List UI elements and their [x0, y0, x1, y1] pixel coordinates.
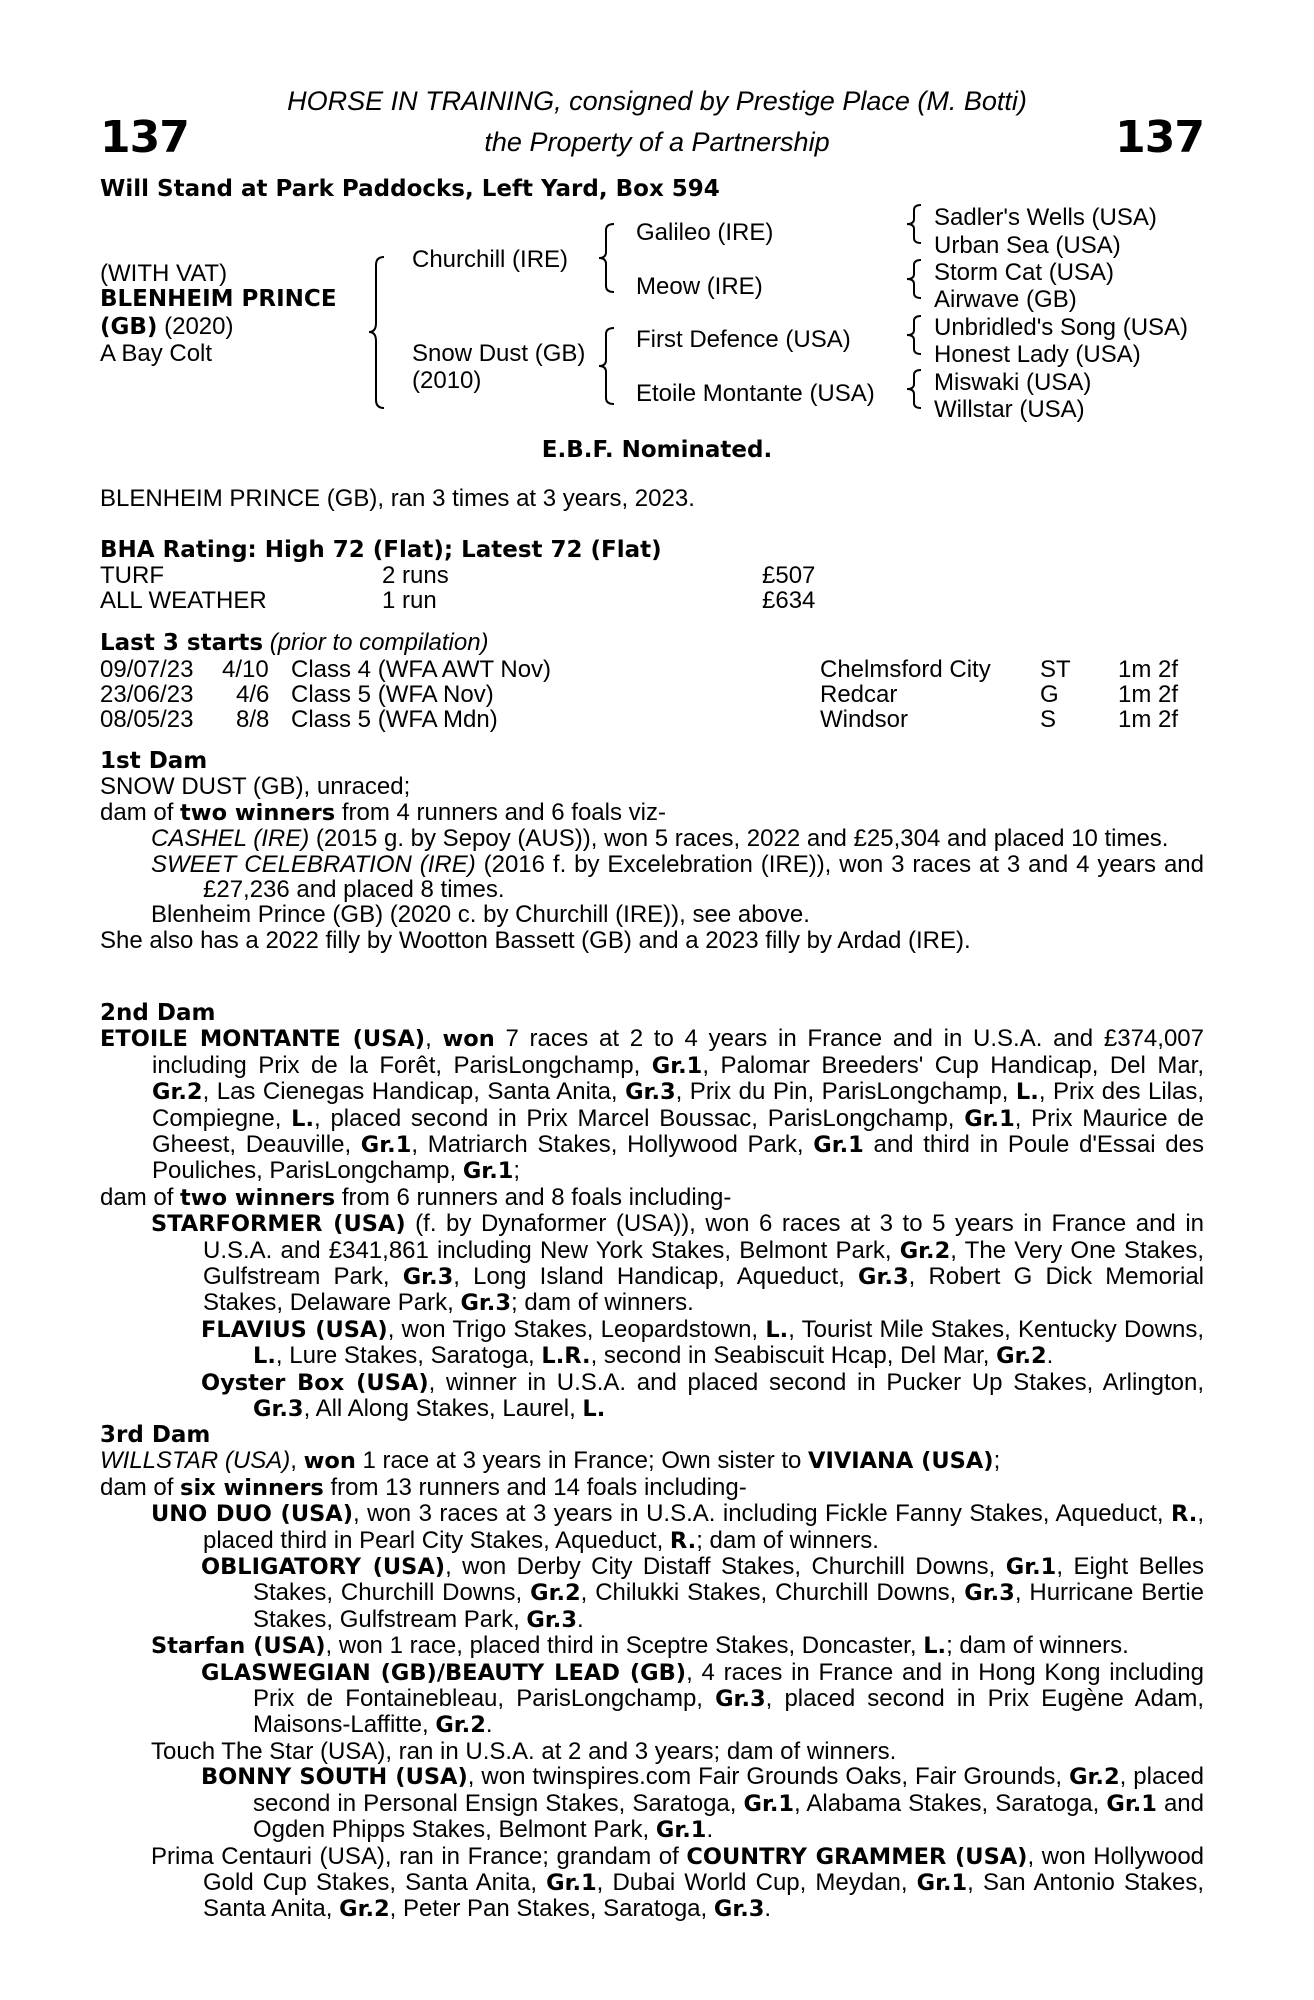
start-race: Class 5 (WFA Nov)	[291, 681, 494, 708]
pedigree-bracket-main	[368, 255, 388, 410]
start-course: Windsor	[820, 706, 909, 733]
second-dam-section	[100, 1001, 1204, 1423]
start-course: Redcar	[820, 681, 898, 708]
dam-year: (2010)	[412, 367, 482, 394]
first-dam-foal: SWEET CELEBRATION (IRE) (2016 f. by Excelebration (IRE)), won 3 races at 3 and 4 years and £27,236 and placed 8 times.	[151, 850, 1204, 904]
ancestor-7: Miswaki (USA)	[934, 369, 1092, 396]
start-position: 8/8	[236, 706, 270, 733]
start-race: Class 4 (WFA AWT Nov)	[291, 656, 552, 683]
rating-prize: £507	[762, 562, 816, 589]
rating-surface: TURF	[100, 562, 164, 589]
start-course: Chelmsford City	[820, 656, 991, 683]
third-dam-title: 3rd Dam	[100, 1422, 211, 1448]
third-dam-grandfoal: GLASWEGIAN (GB)/BEAUTY LEAD (GB), 4 races in France and in Hong Kong including Prix de Fontainebleau, ParisLongchamp, Gr.3, placed second in Prix Eugène Adam, Maisons-Laffitte, Gr.2.	[201, 1658, 1204, 1739]
ancestor-1: Sadler's Wells (USA)	[934, 204, 1157, 231]
start-position: 4/10	[222, 656, 269, 683]
horse-name: BLENHEIM PRINCE	[100, 286, 337, 312]
sire-sire-name: Galileo (IRE)	[636, 219, 774, 246]
second-dam-grandfoal: FLAVIUS (USA), won Trigo Stakes, Leopardstown, L., Tourist Mile Stakes, Kentucky Downs, L., Lure Stakes, Saratoga, L.R., second in Seabiscuit Hcap, Del Mar, Gr.2.	[201, 1315, 1204, 1370]
first-dam-note: She also has a 2022 filly by Wootton Bassett (GB) and a 2023 filly by Ardad (IRE).	[100, 926, 971, 954]
lot-number-left: 137	[100, 112, 189, 163]
rating-prize: £634	[762, 587, 816, 614]
pedigree-bracket-g3	[906, 314, 924, 356]
third-dam-foal: Touch The Star (USA), ran in U.S.A. at 2 and 3 years; dam of winners.	[151, 1737, 897, 1765]
third-dam-grandfoal: BONNY SOUTH (USA), won twinspires.com Fair Grounds Oaks, Fair Grounds, Gr.2, placed second in Personal Ensign Stakes, Saratoga, Gr.1, Alabama Stakes, Saratoga, Gr.1 and Ogden Phipps Stakes, Belmont Park, Gr.1.	[201, 1763, 1204, 1844]
third-dam-foal: Prima Centauri (USA), ran in France; grandam of COUNTRY GRAMMER (USA), won Hollywood Gold Cup Stakes, Santa Anita, Gr.1, Dubai World Cup, Meydan, Gr.1, San Antonio Stakes, Santa Anita, Gr.2, Peter Pan Stakes, Saratoga, Gr.3.	[151, 1842, 1205, 1923]
property-line: the Property of a Partnership	[484, 127, 830, 157]
start-distance: 1m 2f	[1118, 706, 1179, 733]
third-dam-section	[100, 1423, 1204, 1923]
rating-surface: ALL WEATHER	[100, 587, 267, 614]
first-dam-foal: CASHEL (IRE) (2015 g. by Sepoy (AUS)), won 5 races, 2022 and £25,304 and placed 10 times.	[151, 825, 1169, 853]
start-going: ST	[1040, 656, 1071, 683]
lot-number-right: 137	[1115, 112, 1204, 163]
first-dam-section	[100, 749, 1204, 953]
rating-runs: 2 runs	[382, 562, 449, 589]
vat-note: (WITH VAT)	[100, 260, 228, 287]
dam-dam-name: Etoile Montante (USA)	[636, 380, 875, 407]
last-starts-title: Last 3 starts	[100, 630, 264, 656]
stand-location: Will Stand at Park Paddocks, Left Yard, Box 594	[100, 176, 720, 202]
start-going: S	[1040, 706, 1057, 733]
dam-name: Snow Dust (GB)	[412, 340, 586, 367]
third-dam-foal: UNO DUO (USA), won 3 races at 3 years in U.S.A. including Fickle Fanny Stakes, Aqueduct, R., placed third in Pearl City Stakes, Aqueduct, R.; dam of winners.	[151, 1500, 1204, 1554]
start-position: 4/6	[236, 681, 270, 708]
start-going: G	[1040, 681, 1059, 708]
horse-origin: (GB)	[100, 314, 158, 340]
race-summary: BLENHEIM PRINCE (GB), ran 3 times at 3 years, 2023.	[100, 485, 695, 512]
pedigree-bracket-sire	[598, 222, 618, 294]
second-dam-title: 2nd Dam	[100, 1000, 216, 1026]
ancestor-3: Storm Cat (USA)	[934, 259, 1115, 286]
horse-description: A Bay Colt	[100, 340, 213, 367]
consignor-line: HORSE IN TRAINING, consigned by Prestige Place (M. Botti)	[287, 86, 1027, 116]
bha-rating-title: BHA Rating: High 72 (Flat); Latest 72 (Flat)	[100, 537, 662, 563]
dam-sire-name: First Defence (USA)	[636, 326, 851, 353]
start-date: 23/06/23	[100, 681, 194, 708]
second-dam-record: ETOILE MONTANTE (USA), won 7 races at 2 to 4 years in France and in U.S.A. and £374,007 including Prix de la Forêt, ParisLongchamp, Gr.1, Palomar Breeders' Cup Handicap, Del Mar, Gr.2, Las Cienegas Handicap, Santa Anita, Gr.3, Prix du Pin, ParisLongchamp, L., Prix des Lilas, Compiegne, L., placed second in Prix Marcel Boussac, ParisLongchamp, Gr.1, Prix Maurice de Gheest, Deauville, Gr.1, Matriarch Stakes, Hollywood Park, Gr.1 and third in Poule d'Essai des Pouliches, ParisLongchamp, Gr.1;	[100, 1025, 1205, 1185]
pedigree-bracket-g4	[906, 368, 924, 410]
second-dam-produce-line: dam of two winners from 6 runners and 8 foals including-	[100, 1183, 732, 1211]
ancestor-6: Honest Lady (USA)	[934, 341, 1141, 368]
start-race: Class 5 (WFA Mdn)	[291, 706, 498, 733]
first-dam-produce-line: dam of two winners from 4 runners and 6 foals viz-	[100, 798, 666, 826]
ancestor-8: Willstar (USA)	[934, 396, 1085, 423]
start-date: 08/05/23	[100, 706, 194, 733]
rating-runs: 1 run	[382, 587, 437, 614]
first-dam-line: SNOW DUST (GB), unraced;	[100, 773, 411, 801]
first-dam-title: 1st Dam	[100, 748, 208, 774]
third-dam-grandfoal: OBLIGATORY (USA), won Derby City Distaff Stakes, Churchill Downs, Gr.1, Eight Belles Stakes, Churchill Downs, Gr.2, Chilukki Stakes, Churchill Downs, Gr.3, Hurricane Bertie Stakes, Gulfstream Park, Gr.3.	[201, 1553, 1204, 1633]
last-starts-heading	[100, 630, 489, 656]
second-dam-foal: STARFORMER (USA) (f. by Dynaformer (USA)), won 6 races at 3 to 5 years in France and in U.S.A. and £341,861 including New York Stakes, Belmont Park, Gr.2, The Very One Stakes, Gulfstream Park, Gr.3, Long Island Handicap, Aqueduct, Gr.3, Robert G Dick Memorial Stakes, Delaware Park, Gr.3; dam of winners.	[151, 1210, 1205, 1317]
third-dam-record: WILLSTAR (USA), won 1 race at 3 years in France; Own sister to VIVIANA (USA);	[100, 1447, 1001, 1475]
start-date: 09/07/23	[100, 656, 194, 683]
ancestor-5: Unbridled's Song (USA)	[934, 314, 1189, 341]
second-dam-grandfoal: Oyster Box (USA), winner in U.S.A. and placed second in Pucker Up Stakes, Arlington, Gr.3, All Along Stakes, Laurel, L.	[201, 1368, 1205, 1423]
sire-name: Churchill (IRE)	[412, 246, 569, 273]
pedigree-bracket-g2	[906, 258, 924, 300]
ancestor-2: Urban Sea (USA)	[934, 232, 1121, 259]
horse-origin-year	[100, 314, 233, 340]
sire-dam-name: Meow (IRE)	[636, 273, 763, 300]
pedigree-bracket-g1	[906, 203, 924, 245]
start-distance: 1m 2f	[1118, 681, 1179, 708]
horse-year: (2020)	[164, 313, 234, 340]
last-starts-note: (prior to compilation)	[269, 629, 489, 656]
ebf-nomination: E.B.F. Nominated.	[541, 437, 773, 463]
third-dam-produce-line: dam of six winners from 13 runners and 14 foals including-	[100, 1473, 747, 1501]
third-dam-foal: Starfan (USA), won 1 race, placed third in Sceptre Stakes, Doncaster, L.; dam of winners.	[151, 1632, 1129, 1660]
start-distance: 1m 2f	[1118, 656, 1179, 683]
first-dam-foal: Blenheim Prince (GB) (2020 c. by Churchill (IRE)), see above.	[151, 901, 810, 929]
pedigree-bracket-dam	[598, 326, 618, 406]
ancestor-4: Airwave (GB)	[934, 286, 1077, 313]
